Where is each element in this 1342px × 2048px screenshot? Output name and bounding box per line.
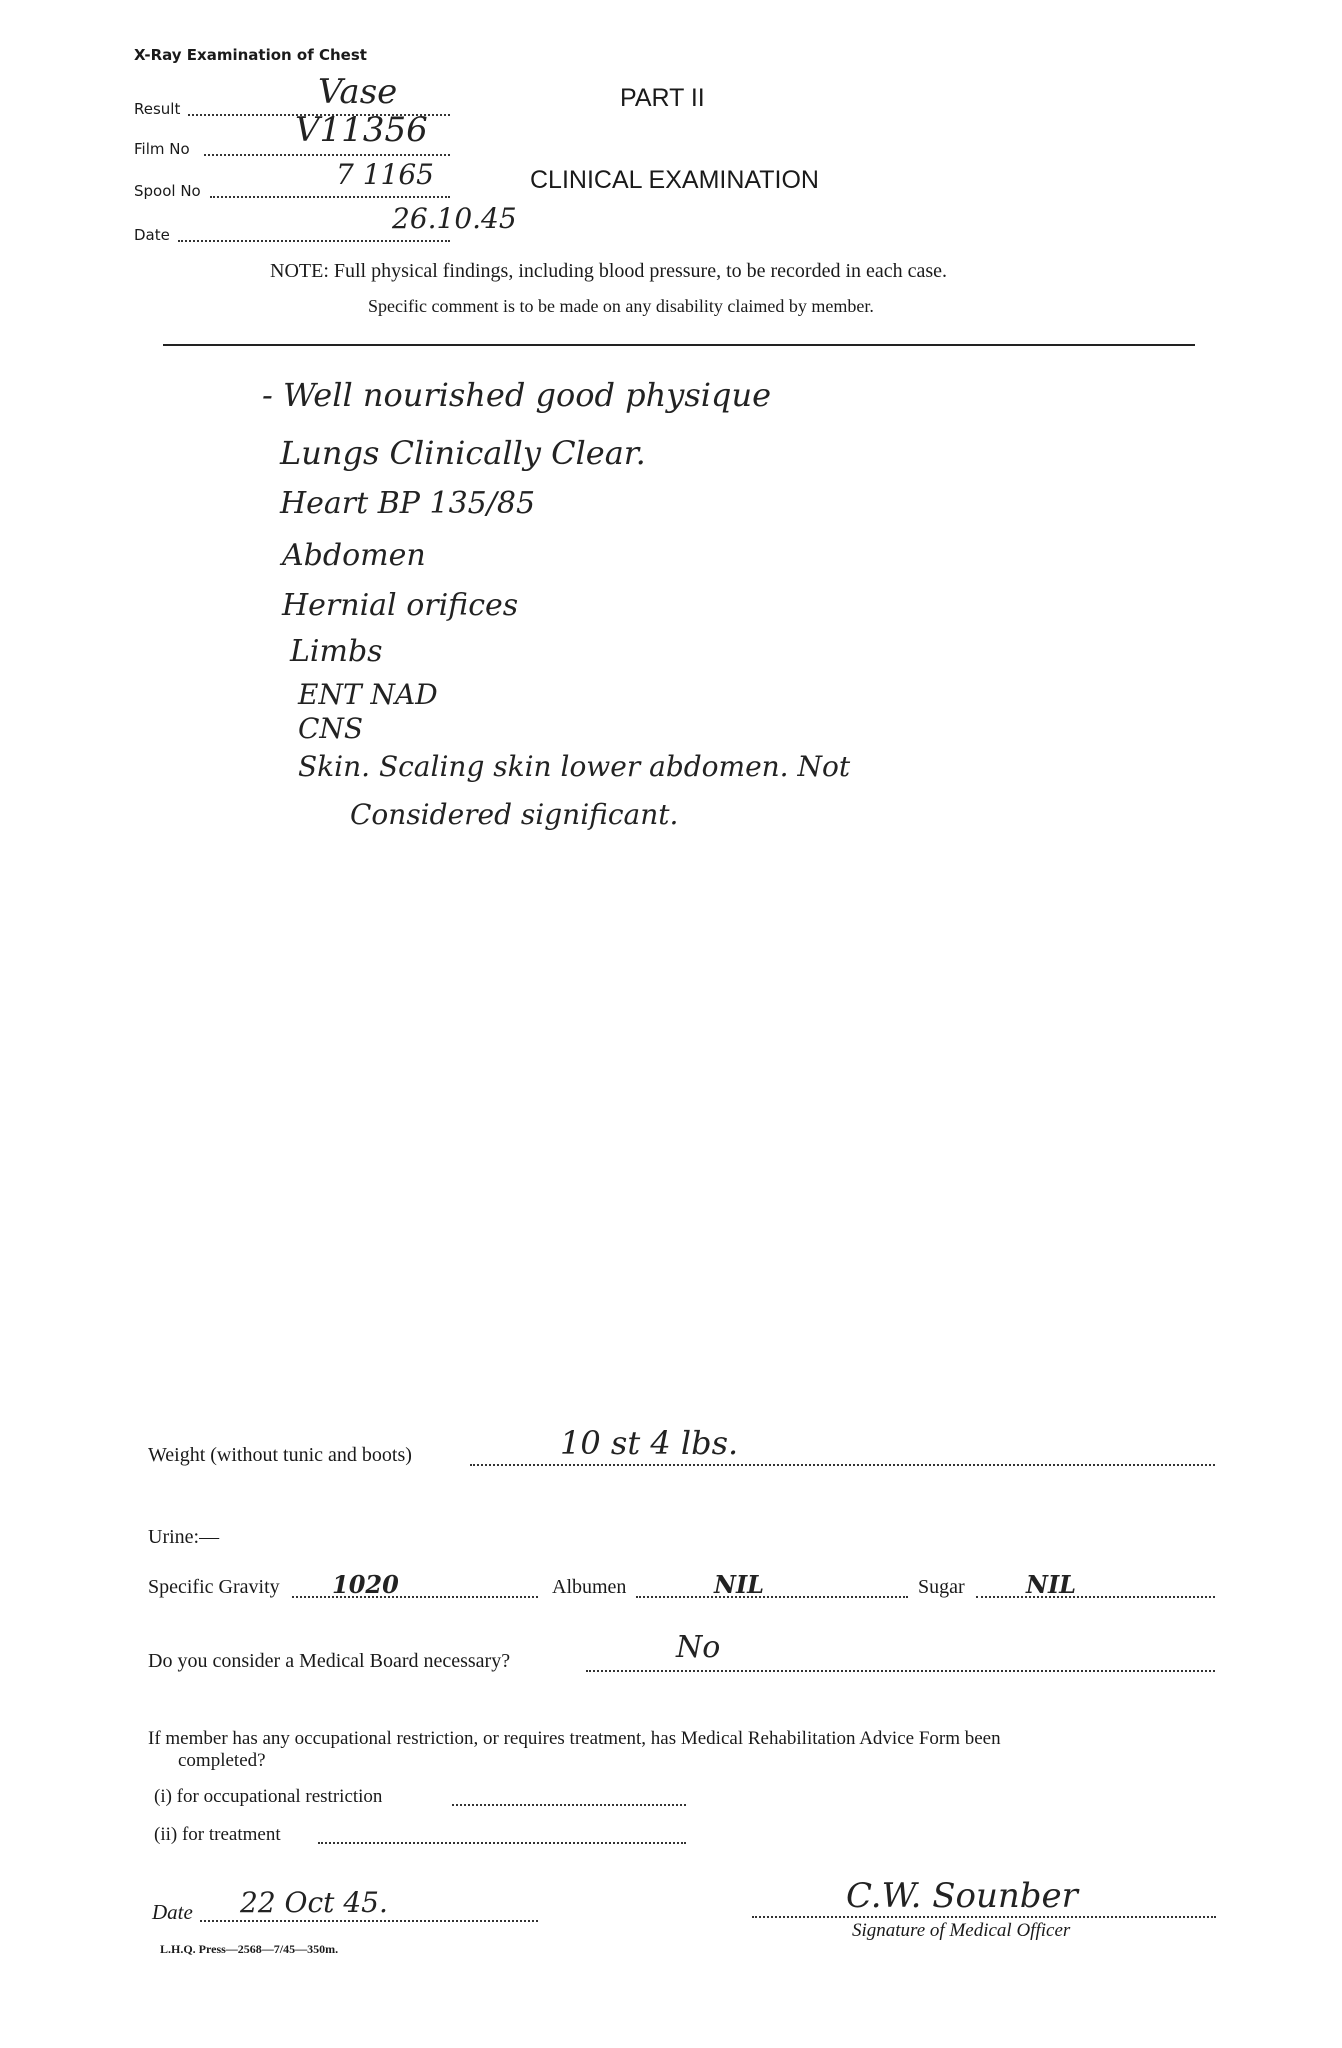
albumen-value: NIL — [714, 1570, 765, 1599]
sg-line — [292, 1596, 538, 1598]
result-label: Result — [134, 100, 181, 118]
board-line — [586, 1670, 1215, 1672]
finding-cns: CNS — [298, 712, 364, 745]
sugar-label: Sugar — [918, 1576, 965, 1598]
result-value: Vase — [318, 72, 398, 112]
sugar-line — [976, 1596, 1215, 1598]
date-line — [178, 240, 450, 242]
urine-label: Urine:— — [148, 1526, 220, 1548]
sg-label: Specific Gravity — [148, 1576, 280, 1598]
spool-label: Spool No — [134, 182, 201, 200]
rehab-question: If member has any occupational restriction, or requires treatment, has Medical Rehabilitation Advice Form been — [148, 1728, 1001, 1749]
board-label: Do you consider a Medical Board necessary? — [148, 1650, 511, 1672]
albumen-line — [636, 1596, 908, 1598]
finding-ent: ENT NAD — [298, 678, 438, 711]
sg-value: 1020 — [332, 1570, 399, 1599]
occupational-line — [452, 1804, 686, 1806]
signature-line — [752, 1916, 1216, 1918]
weight-line — [470, 1464, 1215, 1466]
finding-general: - Well nourished good physique — [262, 376, 772, 414]
weight-label: Weight (without tunic and boots) — [148, 1444, 412, 1466]
date-field-value: 22 Oct 45. — [240, 1886, 388, 1919]
date-field-label: Date — [152, 1900, 193, 1924]
finding-hernial: Hernial orifices — [282, 588, 519, 623]
film-value: V11356 — [295, 110, 428, 150]
albumen-label: Albumen — [552, 1576, 627, 1598]
signature-caption: Signature of Medical Officer — [852, 1920, 1071, 1941]
note-line-2: Specific comment is to be made on any disability claimed by member. — [368, 296, 874, 316]
finding-heart: Heart BP 135/85 — [280, 486, 536, 521]
occupational-label: (i) for occupational restriction — [154, 1786, 383, 1807]
section-heading: CLINICAL EXAMINATION — [530, 166, 819, 194]
treatment-label: (ii) for treatment — [154, 1824, 281, 1845]
film-label: Film No — [134, 140, 190, 158]
part-heading: PART II — [620, 84, 705, 112]
film-line — [204, 154, 450, 156]
sugar-value: NIL — [1026, 1570, 1077, 1599]
rehab-question-cont: completed? — [178, 1750, 266, 1771]
signature: C.W. Sounber — [846, 1876, 1078, 1916]
finding-lungs: Lungs Clinically Clear. — [280, 434, 646, 472]
finding-limbs: Limbs — [290, 634, 383, 669]
spool-value: 7 1165 — [336, 158, 434, 191]
finding-skin: Skin. Scaling skin lower abdomen. Not — [298, 750, 851, 783]
note-line-1: NOTE: Full physical findings, including blood pressure, to be recorded in each case. — [270, 260, 948, 282]
date-field-line — [200, 1920, 538, 1922]
finding-abdomen: Abdomen — [282, 538, 426, 573]
spool-line — [210, 196, 450, 198]
xray-heading: X-Ray Examination of Chest — [134, 46, 367, 64]
weight-value: 10 st 4 lbs. — [560, 1424, 739, 1462]
printer-imprint: L.H.Q. Press—2568—7/45—350m. — [160, 1942, 339, 1956]
treatment-line — [318, 1842, 686, 1844]
board-value: No — [676, 1630, 721, 1665]
header-rule — [163, 344, 1195, 346]
finding-skin-cont: Considered significant. — [350, 798, 679, 831]
date-label: Date — [134, 226, 170, 244]
date-value: 26.10.45 — [392, 202, 517, 235]
